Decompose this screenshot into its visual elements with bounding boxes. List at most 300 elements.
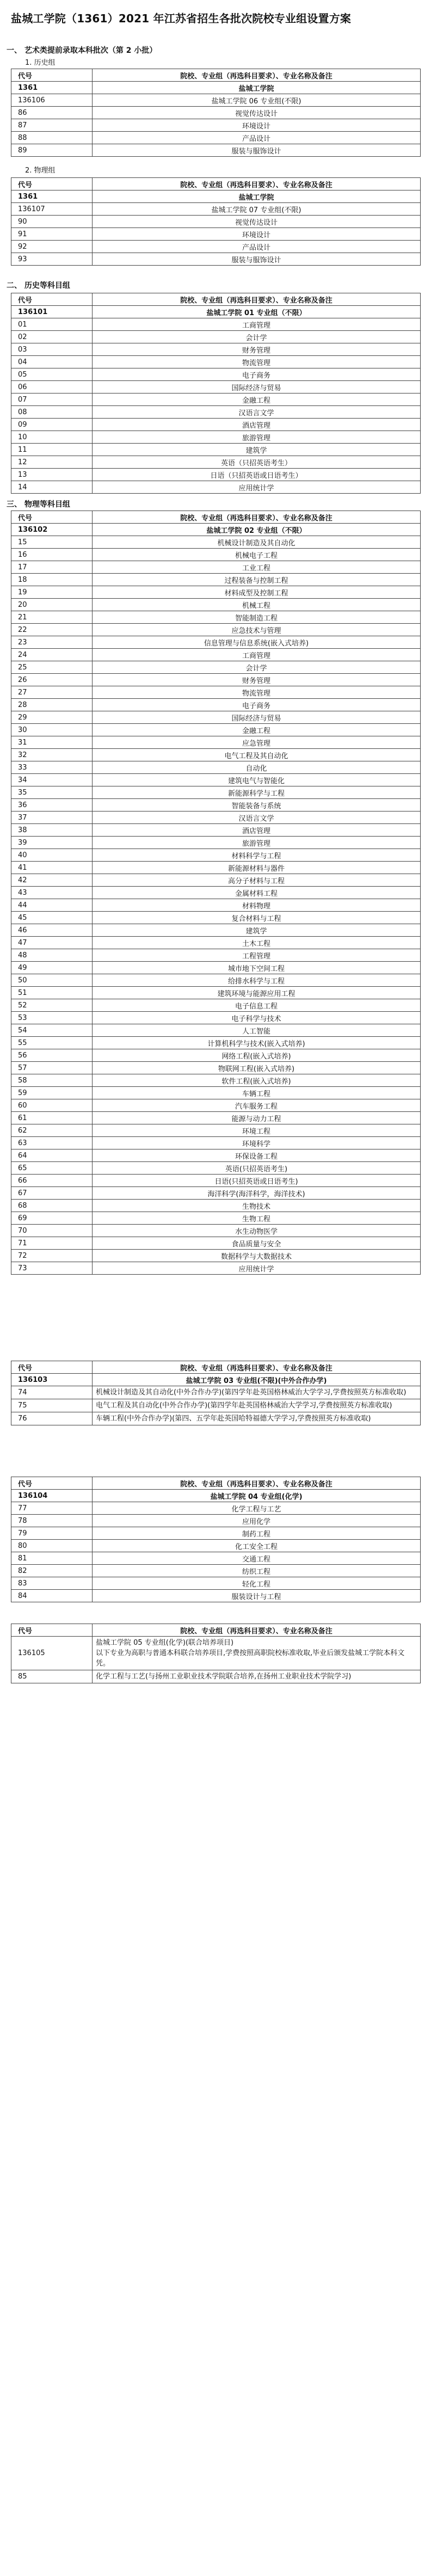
table-row bbox=[11, 1237, 421, 1250]
major-name-cell: 智能装备与系统 bbox=[93, 799, 421, 811]
major-name-cell: 财务管理 bbox=[93, 674, 421, 686]
group-row bbox=[11, 82, 421, 94]
major-name-cell: 国际经济与贸易 bbox=[93, 381, 421, 394]
code-cell: 136107 bbox=[11, 203, 93, 216]
table-row bbox=[11, 318, 421, 331]
major-name-cell: 视觉传达设计 bbox=[93, 107, 421, 119]
table-row bbox=[11, 331, 421, 343]
major-name-cell: 物流管理 bbox=[93, 686, 421, 699]
code-cell: 63 bbox=[11, 1137, 93, 1149]
major-name-cell: 物联网工程(嵌入式培养) bbox=[93, 1062, 421, 1074]
code-cell: 66 bbox=[11, 1175, 93, 1187]
code-cell: 57 bbox=[11, 1062, 93, 1074]
group-name-cell: 盐城工学院 03 专业组(不限)(中外合作办学) bbox=[93, 1374, 421, 1386]
code-cell: 24 bbox=[11, 649, 93, 661]
table-row bbox=[11, 203, 421, 216]
table-row bbox=[11, 774, 421, 786]
code-cell: 51 bbox=[11, 987, 93, 999]
table-row bbox=[11, 649, 421, 661]
code-cell: 26 bbox=[11, 674, 93, 686]
code-cell: 03 bbox=[11, 343, 93, 356]
code-cell: 136103 bbox=[11, 1374, 93, 1386]
header-desc: 院校、专业组（再选科目要求）、专业名称及备注 bbox=[93, 293, 421, 306]
major-name-cell: 建筑学 bbox=[93, 444, 421, 456]
table-row bbox=[11, 536, 421, 549]
header-desc: 院校、专业组（再选科目要求）、专业名称及备注 bbox=[93, 1624, 421, 1637]
code-cell: 62 bbox=[11, 1124, 93, 1137]
code-cell: 75 bbox=[11, 1399, 93, 1412]
code-cell: 54 bbox=[11, 1024, 93, 1037]
table-row bbox=[11, 736, 421, 749]
code-cell: 45 bbox=[11, 912, 93, 924]
major-name-cell: 汽车服务工程 bbox=[93, 1099, 421, 1112]
code-cell: 78 bbox=[11, 1515, 93, 1527]
table-row bbox=[11, 574, 421, 586]
major-name-cell: 海洋科学(海洋科学，海洋技术) bbox=[93, 1187, 421, 1200]
group-name-cell: 盐城工学院 bbox=[93, 190, 421, 203]
header-desc: 院校、专业组（再选科目要求）、专业名称及备注 bbox=[93, 511, 421, 524]
table-s1-physics bbox=[11, 177, 421, 266]
table-row bbox=[11, 724, 421, 736]
code-cell: 15 bbox=[11, 536, 93, 549]
table-row bbox=[11, 949, 421, 962]
code-cell: 59 bbox=[11, 1087, 93, 1099]
code-cell: 42 bbox=[11, 874, 93, 887]
table-row bbox=[11, 1670, 421, 1683]
major-name-cell: 英语（只招英语考生） bbox=[93, 456, 421, 469]
major-name-cell: 汉语言文学 bbox=[93, 406, 421, 419]
major-name-cell: 服装与服饰设计 bbox=[93, 253, 421, 266]
major-name-cell: 水生动物医学 bbox=[93, 1225, 421, 1237]
code-cell: 136101 bbox=[11, 306, 93, 318]
major-name-cell: 应急技术与管理 bbox=[93, 624, 421, 636]
code-cell: 60 bbox=[11, 1099, 93, 1112]
code-cell: 29 bbox=[11, 711, 93, 724]
table-row bbox=[11, 1049, 421, 1062]
code-cell: 30 bbox=[11, 724, 93, 736]
code-cell: 12 bbox=[11, 456, 93, 469]
major-name-cell: 会计学 bbox=[93, 661, 421, 674]
table-row bbox=[11, 862, 421, 874]
table-row bbox=[11, 444, 421, 456]
table-row bbox=[11, 1099, 421, 1112]
section1-sub1-heading: 1. 历史组 bbox=[25, 59, 56, 67]
table-row bbox=[11, 1137, 421, 1149]
code-cell: 05 bbox=[11, 368, 93, 381]
major-name-cell: 日语(只招英语或日语考生) bbox=[93, 1175, 421, 1187]
header-code: 代号 bbox=[11, 1361, 93, 1374]
code-cell: 47 bbox=[11, 937, 93, 949]
major-name-cell: 产品设计 bbox=[93, 241, 421, 253]
major-name-cell: 生物技术 bbox=[93, 1200, 421, 1212]
table-row bbox=[11, 1074, 421, 1087]
table-row bbox=[11, 431, 421, 444]
table-row bbox=[11, 119, 421, 132]
code-cell: 71 bbox=[11, 1237, 93, 1250]
group-name-cell: 盐城工学院 bbox=[93, 82, 421, 94]
major-name-cell: 计算机科学与技术(嵌入式培养) bbox=[93, 1037, 421, 1049]
code-cell: 70 bbox=[11, 1225, 93, 1237]
code-cell: 89 bbox=[11, 144, 93, 157]
code-cell: 56 bbox=[11, 1049, 93, 1062]
major-name-cell: 应用统计学 bbox=[93, 1262, 421, 1275]
major-name-cell: 视觉传达设计 bbox=[93, 216, 421, 228]
code-cell: 83 bbox=[11, 1577, 93, 1590]
table-row bbox=[11, 837, 421, 849]
major-name-cell: 工程管理 bbox=[93, 949, 421, 962]
section1-heading: 一、 艺术类提前录取本科批次（第 2 小批） bbox=[7, 46, 157, 55]
major-name-cell: 化学工程与工艺 bbox=[93, 1502, 421, 1515]
major-name-cell: 电子商务 bbox=[93, 368, 421, 381]
major-name-cell: 数据科学与大数据技术 bbox=[93, 1250, 421, 1262]
code-cell: 81 bbox=[11, 1552, 93, 1565]
section3-heading: 三、 物理等科目组 bbox=[7, 500, 70, 509]
header-code: 代号 bbox=[11, 1624, 93, 1637]
table-row bbox=[11, 469, 421, 481]
table-row bbox=[11, 899, 421, 912]
major-name-cell: 金融工程 bbox=[93, 724, 421, 736]
code-cell: 13 bbox=[11, 469, 93, 481]
major-name-cell: 环境工程 bbox=[93, 1124, 421, 1137]
code-cell: 31 bbox=[11, 736, 93, 749]
table-row bbox=[11, 586, 421, 599]
table-row bbox=[11, 456, 421, 469]
table-row bbox=[11, 1062, 421, 1074]
table-s3-group04 bbox=[11, 1477, 421, 1602]
code-cell: 07 bbox=[11, 394, 93, 406]
code-cell: 39 bbox=[11, 837, 93, 849]
code-cell: 93 bbox=[11, 253, 93, 266]
group-row bbox=[11, 1374, 421, 1386]
table-row bbox=[11, 1149, 421, 1162]
code-cell: 79 bbox=[11, 1527, 93, 1540]
major-name-cell: 机械电子工程 bbox=[93, 549, 421, 561]
table-row bbox=[11, 874, 421, 887]
code-cell: 1361 bbox=[11, 82, 93, 94]
table-row bbox=[11, 887, 421, 899]
table-row bbox=[11, 406, 421, 419]
table-row bbox=[11, 1637, 421, 1670]
table-row bbox=[11, 381, 421, 394]
table-row bbox=[11, 228, 421, 241]
document-title: 盐城工学院（1361）2021 年江苏省招生各批次院校专业组设置方案 bbox=[11, 12, 352, 25]
code-cell: 25 bbox=[11, 661, 93, 674]
code-cell: 136105 bbox=[11, 1637, 93, 1670]
code-cell: 11 bbox=[11, 444, 93, 456]
major-name-cell: 软件工程(嵌入式培养) bbox=[93, 1074, 421, 1087]
table-row bbox=[11, 699, 421, 711]
code-cell: 44 bbox=[11, 899, 93, 912]
code-cell: 28 bbox=[11, 699, 93, 711]
major-name-cell: 车辆工程 bbox=[93, 1087, 421, 1099]
code-cell: 17 bbox=[11, 561, 93, 574]
major-name-cell: 环境科学 bbox=[93, 1137, 421, 1149]
code-cell: 92 bbox=[11, 241, 93, 253]
table-row bbox=[11, 1037, 421, 1049]
table-row bbox=[11, 1012, 421, 1024]
major-name-cell: 会计学 bbox=[93, 331, 421, 343]
code-cell: 76 bbox=[11, 1412, 93, 1425]
table-row bbox=[11, 1590, 421, 1602]
code-cell: 136104 bbox=[11, 1490, 93, 1502]
code-cell: 02 bbox=[11, 331, 93, 343]
major-name-cell: 机械工程 bbox=[93, 599, 421, 611]
major-name-cell: 生物工程 bbox=[93, 1212, 421, 1225]
table-row bbox=[11, 253, 421, 266]
table-row bbox=[11, 356, 421, 368]
major-name-cell: 金属材料工程 bbox=[93, 887, 421, 899]
code-cell: 85 bbox=[11, 1670, 93, 1683]
table-row bbox=[11, 924, 421, 937]
major-name-cell: 汉语言文学 bbox=[93, 811, 421, 824]
major-name-cell: 制药工程 bbox=[93, 1527, 421, 1540]
major-name-cell: 英语(只招英语考生) bbox=[93, 1162, 421, 1175]
major-name-cell: 材料科学与工程 bbox=[93, 849, 421, 862]
code-cell: 19 bbox=[11, 586, 93, 599]
header-code: 代号 bbox=[11, 511, 93, 524]
major-name-cell: 环境设计 bbox=[93, 119, 421, 132]
code-cell: 08 bbox=[11, 406, 93, 419]
code-cell: 87 bbox=[11, 119, 93, 132]
code-cell: 77 bbox=[11, 1502, 93, 1515]
code-cell: 1361 bbox=[11, 190, 93, 203]
table-row bbox=[11, 761, 421, 774]
table-row bbox=[11, 144, 421, 157]
table-row bbox=[11, 1527, 421, 1540]
code-cell: 68 bbox=[11, 1200, 93, 1212]
code-cell: 22 bbox=[11, 624, 93, 636]
table-row bbox=[11, 799, 421, 811]
code-cell: 32 bbox=[11, 749, 93, 761]
code-cell: 90 bbox=[11, 216, 93, 228]
major-name-cell: 酒店管理 bbox=[93, 419, 421, 431]
major-name-cell: 复合材料与工程 bbox=[93, 912, 421, 924]
major-name-cell: 产品设计 bbox=[93, 132, 421, 144]
code-cell: 04 bbox=[11, 356, 93, 368]
section1-sub2-heading: 2. 物理组 bbox=[25, 167, 56, 175]
code-cell: 38 bbox=[11, 824, 93, 837]
code-cell: 40 bbox=[11, 849, 93, 862]
header-code: 代号 bbox=[11, 69, 93, 82]
group-name-cell: 盐城工学院 01 专业组（不限） bbox=[93, 306, 421, 318]
table-row bbox=[11, 661, 421, 674]
major-name-cell: 应用化学 bbox=[93, 1515, 421, 1527]
table-row bbox=[11, 1262, 421, 1275]
major-name-cell: 金融工程 bbox=[93, 394, 421, 406]
major-name-cell: 材料物理 bbox=[93, 899, 421, 912]
code-cell: 91 bbox=[11, 228, 93, 241]
table-row bbox=[11, 1225, 421, 1237]
code-cell: 64 bbox=[11, 1149, 93, 1162]
table-row bbox=[11, 1162, 421, 1175]
major-name-cell: 物流管理 bbox=[93, 356, 421, 368]
table-row bbox=[11, 1024, 421, 1037]
table-row bbox=[11, 1399, 421, 1412]
major-name-cell: 服装设计与工程 bbox=[93, 1590, 421, 1602]
group-name-cell: 盐城工学院 02 专业组（不限） bbox=[93, 524, 421, 536]
table-s3-group02 bbox=[11, 511, 421, 1275]
major-name-cell: 财务管理 bbox=[93, 343, 421, 356]
code-cell: 80 bbox=[11, 1540, 93, 1552]
major-name-cell: 机械设计制造及其自动化 bbox=[93, 536, 421, 549]
table-row bbox=[11, 974, 421, 987]
table-row bbox=[11, 749, 421, 761]
major-name-cell: 建筑学 bbox=[93, 924, 421, 937]
code-cell: 136102 bbox=[11, 524, 93, 536]
table-row bbox=[11, 624, 421, 636]
table-row bbox=[11, 1200, 421, 1212]
major-name-cell: 能源与动力工程 bbox=[93, 1112, 421, 1124]
code-cell: 61 bbox=[11, 1112, 93, 1124]
code-cell: 09 bbox=[11, 419, 93, 431]
major-name-cell: 电子信息工程 bbox=[93, 999, 421, 1012]
code-cell: 06 bbox=[11, 381, 93, 394]
table-row bbox=[11, 1502, 421, 1515]
major-name-cell: 工商管理 bbox=[93, 318, 421, 331]
code-cell: 35 bbox=[11, 786, 93, 799]
table-row bbox=[11, 1250, 421, 1262]
major-name-cell: 纺织工程 bbox=[93, 1565, 421, 1577]
major-name-cell: 工业工程 bbox=[93, 561, 421, 574]
table-row bbox=[11, 1565, 421, 1577]
code-cell: 23 bbox=[11, 636, 93, 649]
code-cell: 34 bbox=[11, 774, 93, 786]
code-cell: 41 bbox=[11, 862, 93, 874]
table-s3-group05 bbox=[11, 1624, 421, 1683]
major-name-cell: 环境设计 bbox=[93, 228, 421, 241]
major-name-cell: 服装与服饰设计 bbox=[93, 144, 421, 157]
code-cell: 46 bbox=[11, 924, 93, 937]
table-row bbox=[11, 786, 421, 799]
table-row bbox=[11, 368, 421, 381]
table-row bbox=[11, 241, 421, 253]
code-cell: 58 bbox=[11, 1074, 93, 1087]
major-name-cell: 土木工程 bbox=[93, 937, 421, 949]
major-name-cell: 日语（只招英语或日语考生） bbox=[93, 469, 421, 481]
table-row bbox=[11, 962, 421, 974]
table-row bbox=[11, 611, 421, 624]
code-cell: 67 bbox=[11, 1187, 93, 1200]
table-row bbox=[11, 1577, 421, 1590]
code-cell: 52 bbox=[11, 999, 93, 1012]
major-name-cell: 盐城工学院 07 专业组(不限) bbox=[93, 203, 421, 216]
code-cell: 136106 bbox=[11, 94, 93, 107]
major-name-cell: 食品质量与安全 bbox=[93, 1237, 421, 1250]
major-name-cell: 新能源材料与器件 bbox=[93, 862, 421, 874]
table-row bbox=[11, 394, 421, 406]
code-cell: 49 bbox=[11, 962, 93, 974]
major-name-cell: 建筑电气与智能化 bbox=[93, 774, 421, 786]
code-cell: 33 bbox=[11, 761, 93, 774]
table-row bbox=[11, 849, 421, 862]
major-name-cell: 酒店管理 bbox=[93, 824, 421, 837]
major-name-cell: 新能源科学与工程 bbox=[93, 786, 421, 799]
major-name-cell: 网络工程(嵌入式培养) bbox=[93, 1049, 421, 1062]
section2-heading: 二、 历史等科目组 bbox=[7, 281, 70, 290]
major-name-cell: 盐城工学院 06 专业组(不限) bbox=[93, 94, 421, 107]
header-desc: 院校、专业组（再选科目要求）、专业名称及备注 bbox=[93, 1361, 421, 1374]
code-cell: 86 bbox=[11, 107, 93, 119]
table-row bbox=[11, 107, 421, 119]
major-name-cell: 盐城工学院 05 专业组(化学)(联合培养项目) 以下专业为高职与普通本科联合培养项目,学费按照高职院校标准收取,毕业后颁发盐城工学院本科文凭。 bbox=[93, 1637, 421, 1670]
table-row bbox=[11, 1540, 421, 1552]
table-row bbox=[11, 636, 421, 649]
table-row bbox=[11, 343, 421, 356]
code-cell: 37 bbox=[11, 811, 93, 824]
table-row bbox=[11, 132, 421, 144]
code-cell: 50 bbox=[11, 974, 93, 987]
table-row bbox=[11, 1212, 421, 1225]
group-name-cell: 盐城工学院 04 专业组(化学) bbox=[93, 1490, 421, 1502]
code-cell: 72 bbox=[11, 1250, 93, 1262]
table-row bbox=[11, 1124, 421, 1137]
major-name-cell: 城市地下空间工程 bbox=[93, 962, 421, 974]
code-cell: 16 bbox=[11, 549, 93, 561]
header-code: 代号 bbox=[11, 293, 93, 306]
code-cell: 84 bbox=[11, 1590, 93, 1602]
code-cell: 55 bbox=[11, 1037, 93, 1049]
major-name-cell: 机械设计制造及其自动化(中外合作办学)(第四学年赴英国格林威治大学学习,学费按照英方标准收取) bbox=[93, 1386, 421, 1399]
code-cell: 48 bbox=[11, 949, 93, 962]
major-name-cell: 轻化工程 bbox=[93, 1577, 421, 1590]
table-row bbox=[11, 1087, 421, 1099]
table-row bbox=[11, 1175, 421, 1187]
table-row bbox=[11, 937, 421, 949]
code-cell: 74 bbox=[11, 1386, 93, 1399]
major-name-cell: 给排水科学与工程 bbox=[93, 974, 421, 987]
major-name-cell: 化学工程与工艺(与扬州工业职业技术学院联合培养,在扬州工业职业技术学院学习) bbox=[93, 1670, 421, 1683]
code-cell: 27 bbox=[11, 686, 93, 699]
code-cell: 69 bbox=[11, 1212, 93, 1225]
table-row bbox=[11, 1412, 421, 1425]
table-row bbox=[11, 419, 421, 431]
table-s1-history bbox=[11, 69, 421, 157]
group-row bbox=[11, 306, 421, 318]
table-row bbox=[11, 674, 421, 686]
header-code: 代号 bbox=[11, 1477, 93, 1490]
major-name-cell: 过程装备与控制工程 bbox=[93, 574, 421, 586]
code-cell: 10 bbox=[11, 431, 93, 444]
major-name-cell: 车辆工程(中外合作办学)(第四、五学年赴英国哈特福德大学学习,学费按照英方标准收取) bbox=[93, 1412, 421, 1425]
major-name-cell: 应用统计学 bbox=[93, 481, 421, 494]
major-name-cell: 应急管理 bbox=[93, 736, 421, 749]
code-cell: 20 bbox=[11, 599, 93, 611]
major-name-cell: 旅游管理 bbox=[93, 431, 421, 444]
group-row bbox=[11, 524, 421, 536]
table-row bbox=[11, 1515, 421, 1527]
major-name-cell: 化工安全工程 bbox=[93, 1540, 421, 1552]
table-row bbox=[11, 94, 421, 107]
major-name-cell: 信息管理与信息系统(嵌入式培养) bbox=[93, 636, 421, 649]
major-name-cell: 材料成型及控制工程 bbox=[93, 586, 421, 599]
code-cell: 01 bbox=[11, 318, 93, 331]
table-s3-group03 bbox=[11, 1361, 421, 1425]
table-row bbox=[11, 912, 421, 924]
major-name-cell: 旅游管理 bbox=[93, 837, 421, 849]
table-row bbox=[11, 999, 421, 1012]
code-cell: 65 bbox=[11, 1162, 93, 1175]
table-row bbox=[11, 824, 421, 837]
table-row bbox=[11, 987, 421, 999]
table-row bbox=[11, 481, 421, 494]
header-desc: 院校、专业组（再选科目要求）、专业名称及备注 bbox=[93, 178, 421, 190]
code-cell: 82 bbox=[11, 1565, 93, 1577]
table-row bbox=[11, 1112, 421, 1124]
header-desc: 院校、专业组（再选科目要求）、专业名称及备注 bbox=[93, 1477, 421, 1490]
table-row bbox=[11, 561, 421, 574]
code-cell: 88 bbox=[11, 132, 93, 144]
group-row bbox=[11, 190, 421, 203]
